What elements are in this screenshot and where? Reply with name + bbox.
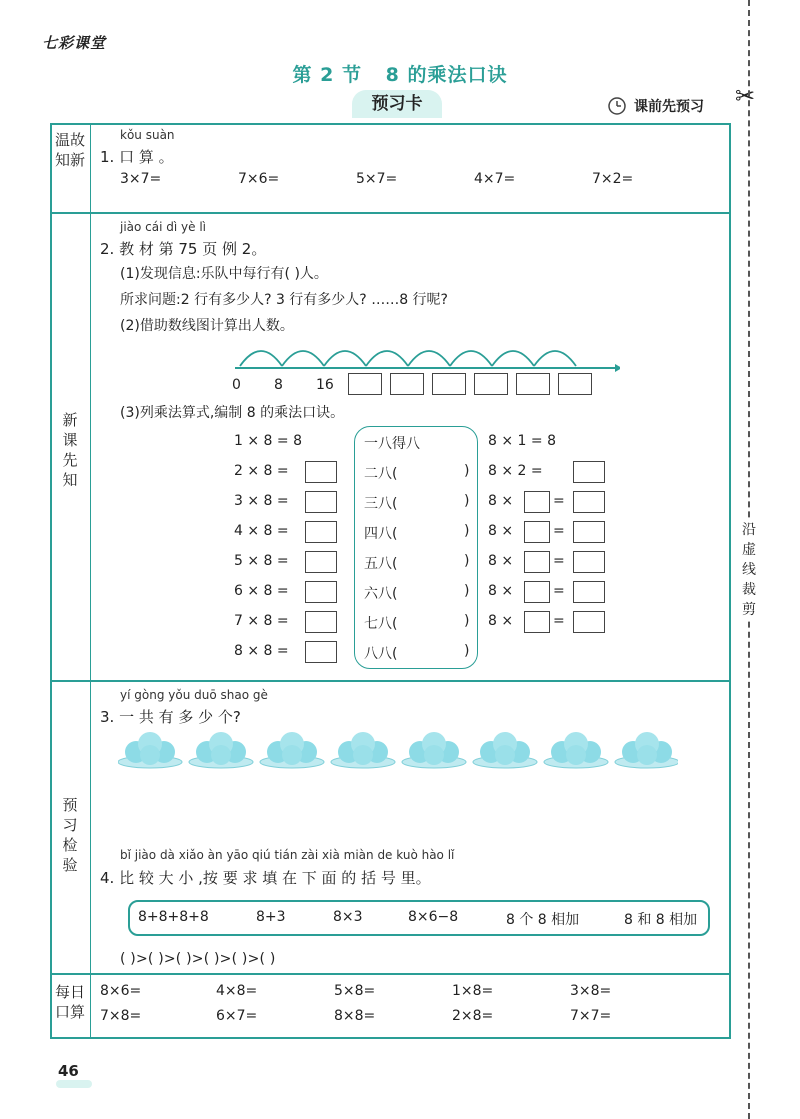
answer-box[interactable] [573,521,605,543]
brand-logo: 七彩课堂 [42,34,107,52]
close-paren: ) [464,493,470,509]
answer-box[interactable] [573,461,605,483]
answer-box[interactable] [573,581,605,603]
daily-item: 5×8= [334,983,376,999]
q3-label: 3. 一 共 有 多 少 个? [100,708,241,726]
reverse-equation: 8 × [488,553,514,569]
reverse-equation: 8 × [488,583,514,599]
option: 8+8+8+8 [138,909,209,925]
reverse-equation: 8 × 2 = [488,463,543,479]
section-new-lesson: 新课先知 [62,411,78,489]
section-review: 温故知新 [54,131,85,169]
option: 8 个 8 相加 [506,912,580,928]
rhyme: 七八( [364,616,398,632]
rhyme: 二八( [364,466,398,482]
card-title: 预习卡 [352,90,442,118]
q1-pinyin: kǒu suàn [120,128,175,142]
option: 8×3 [333,909,363,925]
q3-pinyin: yí gòng yǒu duō shao gè [120,688,268,702]
rhyme: 四八( [364,526,398,542]
q1-item: 4×7= [474,171,516,187]
answer-box[interactable] [305,641,337,663]
answer-box[interactable] [573,611,605,633]
alarm-clock-icon [606,94,628,116]
rhyme: 八八( [364,646,398,662]
daily-item: 8×6= [100,983,142,999]
numberline-label: 16 [316,377,334,393]
reverse-equation: 8 × [488,493,514,509]
equation: 1 × 8 = 8 [234,433,302,449]
q2-sub1b: 所求问题:2 行有多少人? 3 行有多少人? ……8 行呢? [120,292,448,308]
q2-sub3: (3)列乘法算式,编制 8 的乘法口诀。 [120,405,345,421]
answer-box[interactable] [573,551,605,573]
row-divider [50,680,731,682]
daily-item: 7×7= [570,1008,612,1024]
numberline-label: 0 [232,377,241,393]
factor-box[interactable] [524,551,550,573]
numberline-answer-box[interactable] [558,373,592,395]
factor-box[interactable] [524,611,550,633]
section-preview-check: 预习检验 [62,796,78,874]
factor-box[interactable] [524,491,550,513]
answer-row[interactable]: ( )>( )>( )>( )>( )>( ) [120,951,276,967]
equation: 6 × 8 = [234,583,289,599]
numberline-label: 8 [274,377,283,393]
preview-label: 课前先预习 [634,99,704,115]
daily-item: 6×7= [216,1008,258,1024]
close-paren: ) [464,613,470,629]
equation: 8 × 8 = [234,643,289,659]
answer-box[interactable] [573,491,605,513]
close-paren: ) [464,553,470,569]
close-paren: ) [464,583,470,599]
rhyme: 一八得八 [364,436,420,452]
rhyme: 五八( [364,556,398,572]
page-number-bar [56,1080,92,1088]
q2-sub2: (2)借助数线图计算出人数。 [120,318,294,334]
equals-sign: = [553,553,565,569]
q1-item: 5×7= [356,171,398,187]
close-paren: ) [464,463,470,479]
page-title [0,60,800,87]
rhyme: 六八( [364,586,398,602]
option: 8×6−8 [408,909,459,925]
numberline-answer-box[interactable] [348,373,382,395]
numberline-answer-box[interactable] [390,373,424,395]
option: 8 和 8 相加 [624,912,698,928]
numberline-answer-box[interactable] [474,373,508,395]
equation: 5 × 8 = [234,553,289,569]
numberline-answer-box[interactable] [432,373,466,395]
q1-label: 1. 口 算 。 [100,148,174,166]
equals-sign: = [553,493,565,509]
number-line [230,336,620,376]
row-divider [50,212,731,214]
answer-box[interactable] [305,491,337,513]
factor-box[interactable] [524,581,550,603]
cut-label: 沿虚线裁剪 [742,522,756,618]
answer-box[interactable] [305,611,337,633]
page-number: 46 [58,1062,79,1080]
q2-pinyin: jiào cái dì yè lì [120,220,207,234]
daily-item: 7×8= [100,1008,142,1024]
equals-sign: = [553,583,565,599]
daily-item: 8×8= [334,1008,376,1024]
section-daily: 每日口算 [55,983,86,1021]
q2-sub1: (1)发现信息:乐队中每行有( )人。 [120,266,328,282]
equation: 3 × 8 = [234,493,289,509]
close-paren: ) [464,643,470,659]
q4-label: 4. 比 较 大 小 ,按 要 求 填 在 下 面 的 括 号 里。 [100,869,431,887]
column-divider-bottom [90,973,91,1039]
section-label: 第 2 节 [292,64,362,86]
factor-box[interactable] [524,521,550,543]
daily-item: 4×8= [216,983,258,999]
answer-box[interactable] [305,551,337,573]
q2-label: 2. 教 材 第 75 页 例 2。 [100,240,267,258]
equals-sign: = [553,613,565,629]
equation: 2 × 8 = [234,463,289,479]
answer-box[interactable] [305,581,337,603]
bun-plates-illustration [118,728,678,772]
q1-item: 7×2= [592,171,634,187]
daily-item: 1×8= [452,983,494,999]
q1-item: 3×7= [120,171,162,187]
reverse-equation: 8 × 1 = 8 [488,433,556,449]
q1-item: 7×6= [238,171,280,187]
equation: 7 × 8 = [234,613,289,629]
equals-sign: = [553,523,565,539]
topic-label: 8 的乘法口诀 [385,64,508,86]
option: 8+3 [256,909,286,925]
equation: 4 × 8 = [234,523,289,539]
answer-box[interactable] [305,521,337,543]
column-divider [90,123,91,973]
reverse-equation: 8 × [488,613,514,629]
q4-pinyin: bǐ jiào dà xiǎo àn yāo qiú tián zài xià miàn de kuò hào lǐ [120,848,455,862]
scissors-icon: ✂ [735,82,756,110]
answer-box[interactable] [305,461,337,483]
close-paren: ) [464,523,470,539]
rhyme: 三八( [364,496,398,512]
daily-item: 3×8= [570,983,612,999]
numberline-answer-box[interactable] [516,373,550,395]
reverse-equation: 8 × [488,523,514,539]
daily-item: 2×8= [452,1008,494,1024]
row-divider [50,973,731,975]
